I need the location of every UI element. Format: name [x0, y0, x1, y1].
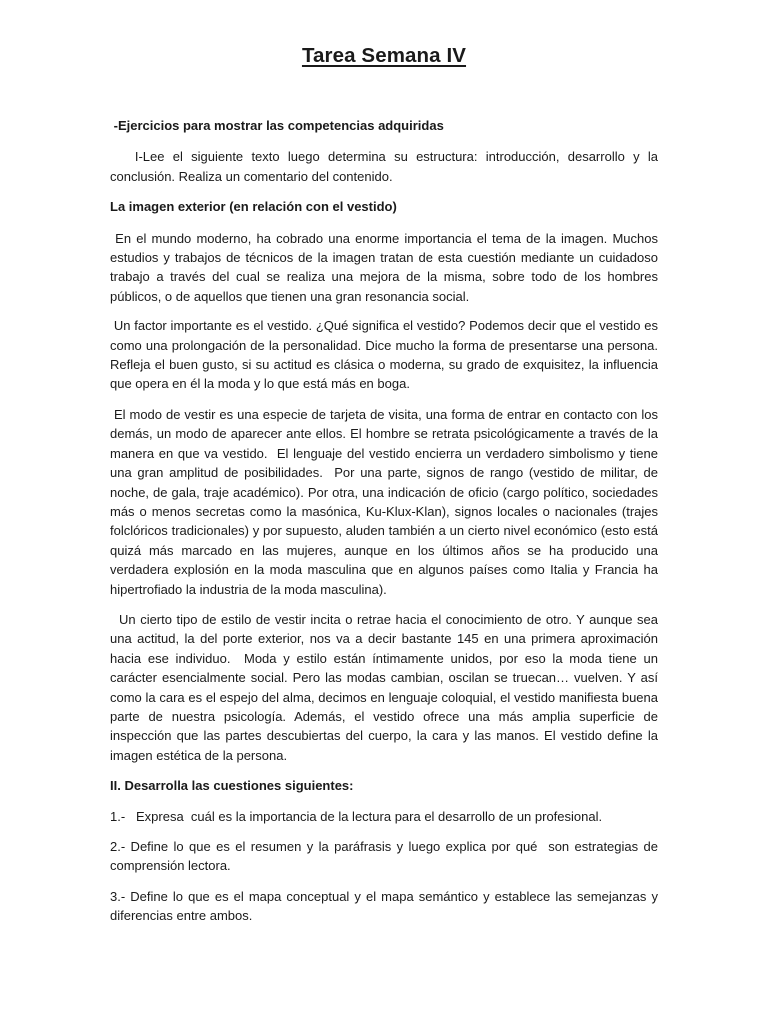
document-title: Tarea Semana IV [301, 44, 467, 67]
paragraph-2: Un factor importante es el vestido. ¿Qué significa el vestido? Podemos decir que el vestido es como una prolongación de la personalidad. Dice mucho la forma de presentarse una persona. Refleja el buen gusto, si su actitud es clásica o moderna, su grado de exquisitez, la influencia que opera en él la moda y lo que está más en boga. [110, 318, 662, 392]
section2-heading: II. Desarrolla las cuestiones siguientes: [110, 778, 354, 794]
question-1: 1.- Expresa cuál es la importancia de la lectura para el desarrollo de un profesional. [110, 808, 603, 824]
paragraph-4: Un cierto tipo de estilo de vestir incita o retrae hacia el conocimiento de otro. Y aunque sea una actitud, la del porte exterior, nos va a decir bastante 145 en una primera aproximación hacia ese individuo. Moda y estilo están íntimamente unidos, por eso la moda tiene un carácter esencialmente social. Pero las modas cambian, oscilan se truecan… vuelven. Y así como la cara es el espejo del alma, decimos en lenguaje coloquial, el vestido manifiesta buena parte de nuestra psicología. Además, el vestido ofrece una más amplia superficie de inspección que las partes descubiertas del cuerpo, la cara y las manos. El vestido define la imagen estética de la persona. [110, 611, 662, 763]
instruction-text: I-Lee el siguiente texto luego determina su estructura: introducción, desarrollo y la conclusión. Realiza un comentario del contenido. [110, 149, 662, 184]
paragraph-3: El modo de vestir es una especie de tarjeta de visita, una forma de entrar en contacto con los demás, un modo de aparecer ante ellos. El hombre se retrata psicológicamente a través de la manera en que va vestido. El lenguaje del vestido encierra un verdadero simbolismo y tiene una gran amplitud de posibilidades. Por una parte, signos de rango (vestido de militar, de noche, de gala, traje académico). Por otra, una indicación de oficio (cargo político, sociedades más o menos secretas como la masónica, Ku-Klux-Klan), signos locales o nacionales (trajes folclóricos tradicionales) y por supuesto, aluden también a un cierto nivel económico (esto está quizá más marcado en las mujeres, aunque en los últimos años se ha producido una verdadera explosión en la moda masculina que en algunos países como Italia y Francia ha hipertrofiado la industria de la moda masculina). [110, 406, 662, 597]
question-2: 2.- Define lo que es el resumen y la paráfrasis y luego explica por qué son estrategias de comprensión lectora. [110, 839, 662, 874]
section1-heading: -Ejercicios para mostrar las competencias adquiridas [110, 118, 444, 133]
paragraph-1: En el mundo moderno, ha cobrado una enorme importancia el tema de la imagen. Muchos estudios y trabajos de técnicos de la imagen tratan de esta cuestión mediante un cuidadoso trabajo a través del cual se realiza una mejora de la misma, sobre todo de los hombres públicos, o de aquellos que tienen una gran resonancia social. [110, 230, 662, 304]
text-title: La imagen exterior (en relación con el vestido) [110, 199, 397, 215]
question-3: 3.- Define lo que es el mapa conceptual y el mapa semántico y establece las semejanzas y diferencias entre ambos. [110, 888, 662, 924]
document-body [110, 116, 662, 926]
